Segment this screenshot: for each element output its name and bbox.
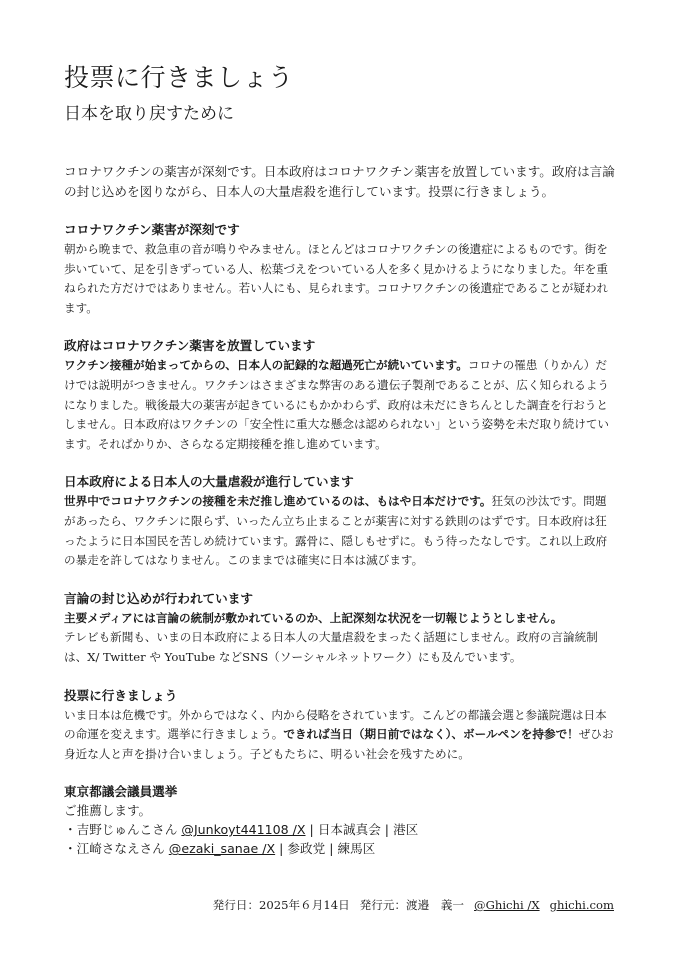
- separator: |: [329, 841, 334, 857]
- publisher-handle-link[interactable]: @Ghichi /X: [474, 898, 540, 912]
- section-heading: 投票に行きましょう: [64, 687, 178, 703]
- section-vaccine-harm: [64, 220, 616, 318]
- separator: |: [384, 822, 390, 838]
- section-text-before: いま日本は危機です。外からではなく、内から侵略をされています。こんどの都議会選と参議院選は日本の命運を変えます。選挙に行きましょう。: [64, 707, 607, 742]
- page-subtitle: 日本を取り戻すために: [64, 104, 234, 124]
- section-government-neglect: [64, 336, 616, 454]
- candidate-row: [64, 820, 616, 839]
- candidate-party: 参政党: [287, 841, 326, 857]
- bullet: ・: [64, 841, 77, 857]
- publisher-site-link[interactable]: ghichi.com: [549, 898, 614, 912]
- candidate-party: 日本誠真会: [317, 822, 381, 838]
- section-body: [64, 356, 616, 454]
- section-go-vote: [64, 686, 616, 765]
- candidate-handle-link[interactable]: @Junkoyt441108 /X: [181, 822, 306, 838]
- footer: [213, 896, 614, 914]
- separator: |: [309, 822, 314, 838]
- section-body: [64, 240, 616, 318]
- document-page: [64, 62, 616, 858]
- recommendation-intro: ご推薦します。: [64, 803, 152, 819]
- recommendation-block: [64, 782, 616, 858]
- recommendation-heading: 東京都議会議員選挙: [64, 784, 178, 800]
- section-text: テレビも新聞も、いまの日本政府による日本人の大量虐殺をまったく話題にしません。政府の言論統制は、X/ Twitter や YouTube などSNS（ソーシャルネットワーク）にも及んでいます。: [64, 630, 598, 664]
- bullet: ・: [64, 822, 77, 838]
- candidate-district: 練馬区: [337, 841, 376, 857]
- separator: |: [279, 841, 284, 857]
- section-text: 狂気の沙汰です。問題があったら、ワクチンに限らず、いったん立ち止まることが薬害に対する鉄則のはずです。日本政府は狂ったように日本国民を苦しめ続けています。露骨に、隠しもせずに。もう待ったなしです。これ以上政府の暴走を許してはなりません。このままでは確実に日本は滅びます。: [64, 494, 608, 568]
- section-text-after: ぜひお身近な人と声を掛け合いましょう。子どもたちに、明るい社会を残すために。: [64, 727, 614, 761]
- publisher: 発行元：渡邉 義一: [359, 898, 465, 912]
- publish-date: 発行日：2025年６月14日: [212, 898, 350, 912]
- candidate-name: 江崎さなえさん: [76, 841, 165, 857]
- section-lead: 主要メディアには言論の統制が敷かれているのか、上記深刻な状況を一切報じようとしません。: [64, 610, 563, 625]
- section-body: [64, 492, 616, 570]
- section-heading: 言論の封じ込めが行われています: [64, 590, 253, 606]
- section-body: [64, 609, 616, 668]
- section-text: コロナの罹患（りかん）だけでは説明がつきません。ワクチンはさまざまな弊害のある遺伝子製剤であることが、広く知られるようになりました。戦後最大の薬害が起きているにもかかわらず、政府は未だにきちんとした調査を行おうとしません。日本政府はワクチンの「安全性に重大な懸念は認められない」という姿勢を未だ取り続けています。それぱかりか、さらなる定期接種を推し進めています。: [64, 358, 610, 451]
- section-lead: 世界中でコロナワクチンの接種を未だ推し進めているのは、もはや日本だけです。: [64, 494, 492, 509]
- intro-paragraph: コロナワクチンの薬害が深刻です。日本政府はコロナワクチン薬害を放置しています。政府は言論の封じ込めを図りながら、日本人の大量虐殺を進行しています。投票に行きましょう。: [64, 164, 615, 199]
- section-heading: コロナワクチン薬害が深刻です: [64, 222, 240, 237]
- section-heading: 日本政府による日本人の大量虐殺が進行しています: [64, 474, 354, 490]
- section-speech-suppression: [64, 589, 616, 668]
- section-mass-killing: [64, 472, 616, 570]
- section-lead: ワクチン接種が始まってからの、日本人の記録的な超過死亡が続いています。: [64, 358, 468, 373]
- section-bold-callout: できれば当日（期日前ではなく）、ボールペンを持参で！: [283, 727, 579, 742]
- candidate-district: 港区: [393, 822, 419, 838]
- section-text: 朝から晩まで、救急車の音が鳴りやみません。ほとんどはコロナワクチンの後遺症によるものです。街を歩いていて、足を引きずっている人、松葉づえをついている人を多く見かけるようになりました。年を重ねられた方だけではありません。若い人にも、見られます。コロナワクチンの後遺症であることが疑われます。: [64, 242, 609, 315]
- candidate-handle-link[interactable]: @ezaki_sanae /X: [168, 841, 276, 857]
- candidate-row: [64, 839, 616, 858]
- candidate-name: 吉野じゅんこさん: [76, 822, 178, 838]
- section-heading: 政府はコロナワクチン薬害を放置しています: [64, 338, 316, 354]
- page-title: 投票に行きましょう: [64, 63, 294, 92]
- section-body: [64, 706, 616, 765]
